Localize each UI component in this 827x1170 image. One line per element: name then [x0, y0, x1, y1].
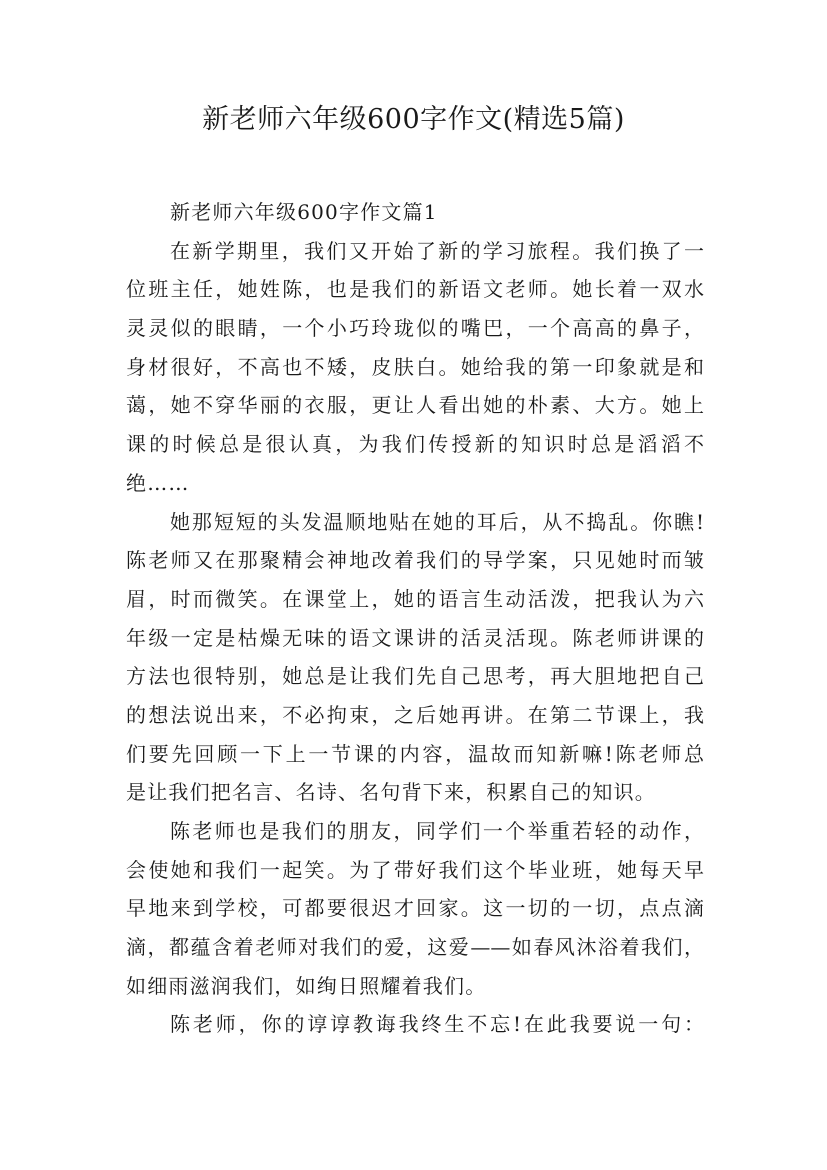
paragraph-line: 她那短短的头发温顺地贴在她的耳后，从不捣乱。你瞧! [170, 509, 704, 534]
paragraph-line: 蔼，她不穿华丽的衣服，更让人看出她的朴素、大方。她上 [126, 393, 704, 418]
paragraph-line: 滴，都蕴含着老师对我们的爱，这爱——如春风沐浴着我们， [126, 935, 704, 960]
paragraph-line: 在新学期里，我们又开始了新的学习旅程。我们换了一 [170, 238, 704, 263]
paragraph-line: 方法也很特别，她总是让我们先自己思考，再大胆地把自己 [126, 664, 704, 689]
paragraph-line: 们要先回顾一下上一节课的内容，温故而知新嘛!陈老师总 [126, 741, 704, 766]
paragraph-line: 身材很好，不高也不矮，皮肤白。她给我的第一印象就是和 [126, 354, 704, 379]
paragraph-line: 灵灵似的眼睛，一个小巧玲珑似的嘴巴，一个高高的鼻子， [126, 316, 704, 341]
paragraph-line: 课的时候总是很认真，为我们传授新的知识时总是滔滔不 [126, 432, 704, 457]
paragraph-line: 陈老师也是我们的朋友，同学们一个举重若轻的动作， [170, 819, 704, 843]
document-title: 新老师六年级600字作文(精选5篇) [202, 104, 625, 135]
paragraph-line: 如细雨滋润我们，如绚日照耀着我们。 [126, 973, 487, 998]
paragraph-line: 陈老师，你的谆谆教诲我终生不忘!在此我要说一句： [170, 1012, 704, 1037]
article-body [126, 193, 704, 1044]
paragraph-line: 眉，时而微笑。在课堂上，她的语言生动活泼，把我认为六 [126, 586, 704, 611]
section-heading: 新老师六年级600字作文篇1 [170, 200, 438, 224]
paragraph-line: 的想法说出来，不必拘束，之后她再讲。在第二节课上，我 [126, 702, 704, 727]
paragraph-line: 年级一定是枯燥无味的语文课讲的活灵活现。陈老师讲课的 [126, 625, 704, 650]
paragraph-line: 陈老师又在那聚精会神地改着我们的导学案，只见她时而皱 [126, 548, 704, 573]
paragraph-line: 早地来到学校，可都要很迟才回家。这一切的一切，点点滴 [126, 896, 704, 921]
paragraph-line: 是让我们把名言、名诗、名句背下来，积累自己的知识。 [126, 780, 656, 805]
paragraph-line: 绝…… [126, 470, 190, 495]
paragraph-line: 位班主任，她姓陈，也是我们的新语文老师。她长着一双水 [126, 277, 704, 302]
paragraph-line: 会使她和我们一起笑。为了带好我们这个毕业班，她每天早 [126, 857, 704, 882]
